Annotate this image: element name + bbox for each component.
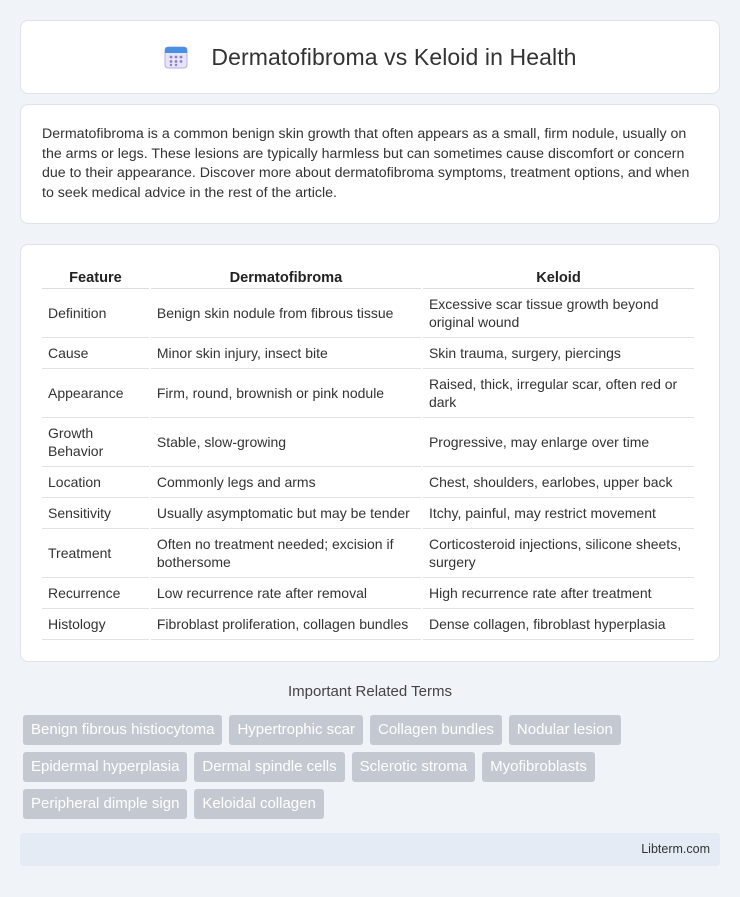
table-row: [42, 529, 694, 578]
related-term-tag[interactable]: Sclerotic stroma: [352, 752, 476, 782]
table-row: [42, 467, 694, 498]
title-card: [20, 20, 720, 94]
related-term-tag[interactable]: Collagen bundles: [370, 715, 502, 745]
dermatofibroma-cell: Often no treatment needed; excision if bothersome: [151, 529, 421, 578]
dermatofibroma-cell: Firm, round, brownish or pink nodule: [151, 369, 421, 418]
keloid-cell: Raised, thick, irregular scar, often red or dark: [423, 369, 694, 418]
keloid-cell: Corticosteroid injections, silicone sheets, surgery: [423, 529, 694, 578]
feature-cell: Growth Behavior: [42, 418, 149, 467]
table-row: [42, 609, 694, 640]
feature-cell: Location: [42, 467, 149, 498]
table-row: [42, 338, 694, 369]
related-term-tag[interactable]: Hypertrophic scar: [229, 715, 363, 745]
dermatofibroma-cell: Stable, slow-growing: [151, 418, 421, 467]
feature-cell: Appearance: [42, 369, 149, 418]
comparison-table: [40, 263, 696, 640]
footer: [20, 833, 720, 866]
keloid-cell: Dense collagen, fibroblast hyperplasia: [423, 609, 694, 640]
feature-cell: Histology: [42, 609, 149, 640]
dermatofibroma-cell: Usually asymptomatic but may be tender: [151, 498, 421, 529]
related-term-tag[interactable]: Dermal spindle cells: [194, 752, 344, 782]
intro-card: [20, 104, 720, 224]
dermatofibroma-cell: Benign skin nodule from fibrous tissue: [151, 289, 421, 338]
column-header-keloid: Keloid: [423, 263, 694, 289]
table-row: [42, 498, 694, 529]
column-header-dermatofibroma: Dermatofibroma: [151, 263, 421, 289]
keloid-cell: Chest, shoulders, earlobes, upper back: [423, 467, 694, 498]
keloid-cell: Progressive, may enlarge over time: [423, 418, 694, 467]
dermatofibroma-cell: Low recurrence rate after removal: [151, 578, 421, 609]
table-row: [42, 418, 694, 467]
related-term-tag[interactable]: Peripheral dimple sign: [23, 789, 187, 819]
feature-cell: Definition: [42, 289, 149, 338]
footer-site-link[interactable]: Libterm.com: [641, 842, 710, 856]
keloid-cell: Skin trauma, surgery, piercings: [423, 338, 694, 369]
dermatofibroma-cell: Fibroblast proliferation, collagen bundles: [151, 609, 421, 640]
related-terms-list: [23, 715, 723, 826]
column-header-feature: Feature: [42, 263, 149, 289]
feature-cell: Treatment: [42, 529, 149, 578]
related-term-tag[interactable]: Keloidal collagen: [194, 789, 323, 819]
keloid-cell: Itchy, painful, may restrict movement: [423, 498, 694, 529]
related-terms-title: Important Related Terms: [288, 683, 452, 700]
table-row: [42, 578, 694, 609]
feature-cell: Cause: [42, 338, 149, 369]
related-term-tag[interactable]: Epidermal hyperplasia: [23, 752, 187, 782]
related-term-tag[interactable]: Myofibroblasts: [482, 752, 595, 782]
page-title: Dermatofibroma vs Keloid in Health: [211, 43, 577, 70]
related-term-tag[interactable]: Nodular lesion: [509, 715, 621, 745]
table-header-row: [42, 263, 694, 289]
related-term-tag[interactable]: Benign fibrous histiocytoma: [23, 715, 222, 745]
feature-cell: Recurrence: [42, 578, 149, 609]
comparison-card: [20, 244, 720, 662]
keloid-cell: Excessive scar tissue growth beyond original wound: [423, 289, 694, 338]
table-row: [42, 369, 694, 418]
keloid-cell: High recurrence rate after treatment: [423, 578, 694, 609]
dermatofibroma-cell: Commonly legs and arms: [151, 467, 421, 498]
feature-cell: Sensitivity: [42, 498, 149, 529]
table-row: [42, 289, 694, 338]
dermatofibroma-cell: Minor skin injury, insect bite: [151, 338, 421, 369]
intro-text: Dermatofibroma is a common benign skin growth that often appears as a small, firm nodule, usually on the arms or legs. These lesions are typically harmless but can sometimes cause discomfort or concern due to their appearance. Discover more about dermatofibroma symptoms, treatment options, and when to seek medical advice in the rest of the article.: [42, 126, 690, 201]
calendar-icon: [163, 44, 189, 70]
